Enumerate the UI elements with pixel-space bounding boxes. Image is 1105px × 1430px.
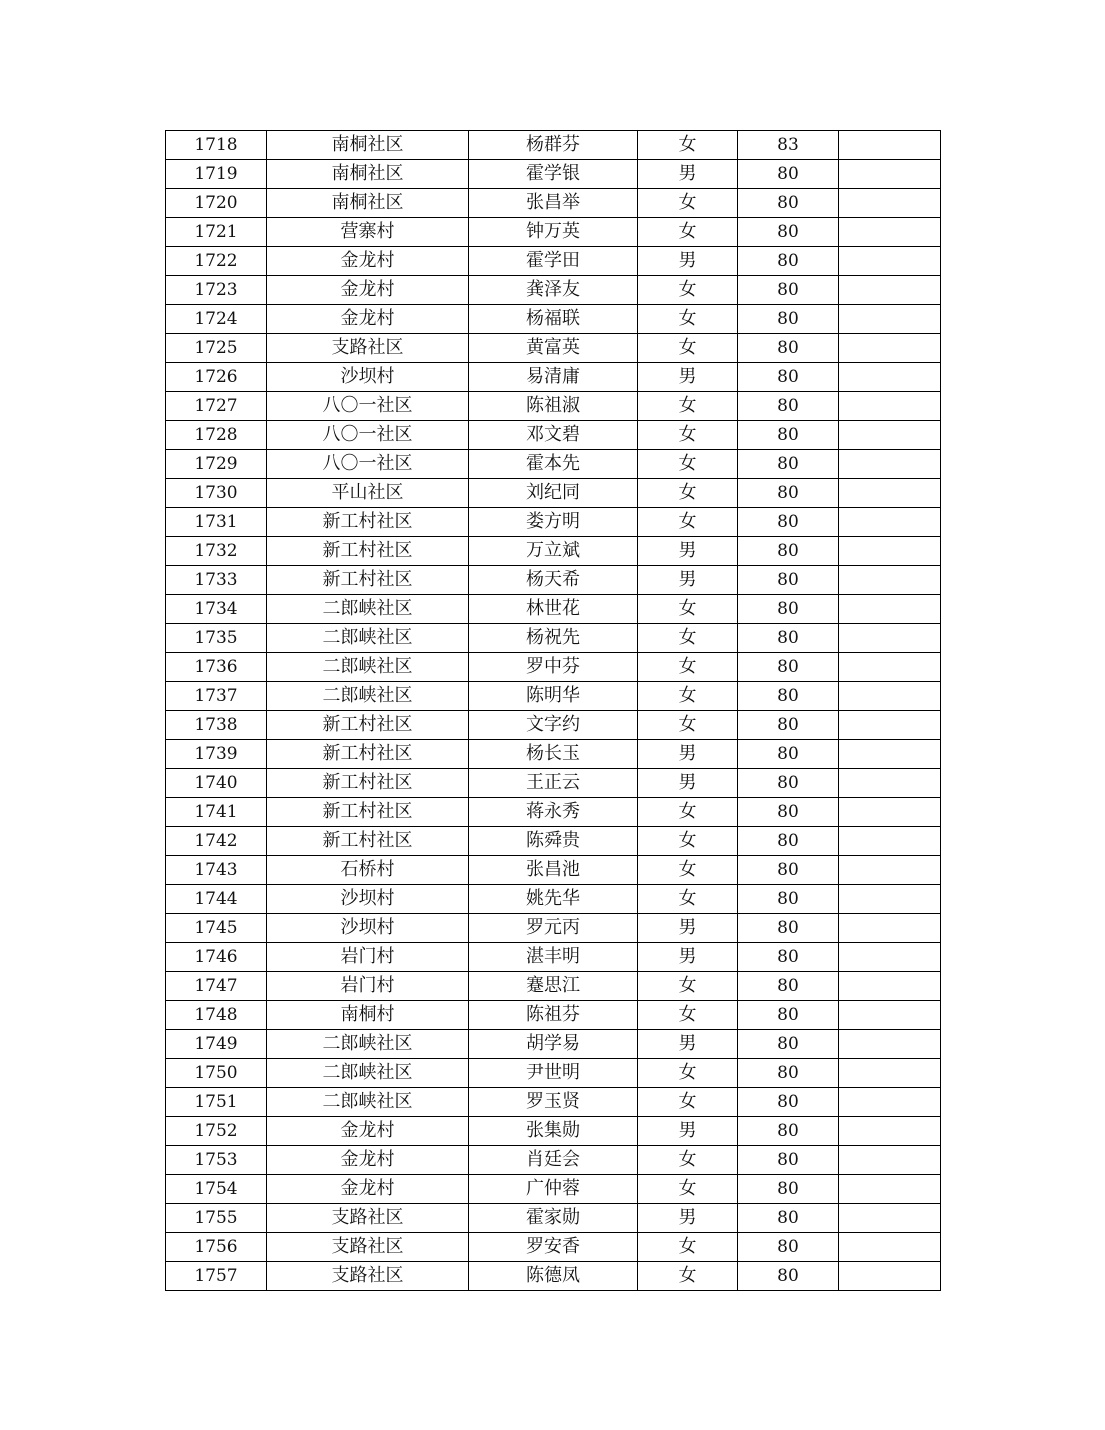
serial-number-cell: 1721 xyxy=(166,218,267,247)
age-cell: 80 xyxy=(738,537,839,566)
community-cell: 沙坝村 xyxy=(267,363,469,392)
remark-cell xyxy=(839,856,941,885)
serial-number-cell: 1728 xyxy=(166,421,267,450)
age-cell: 80 xyxy=(738,682,839,711)
gender-cell: 女 xyxy=(638,682,738,711)
community-cell: 八〇一社区 xyxy=(267,421,469,450)
name-cell: 张集勋 xyxy=(469,1117,638,1146)
remark-cell xyxy=(839,1117,941,1146)
serial-number-cell: 1745 xyxy=(166,914,267,943)
age-cell: 80 xyxy=(738,1204,839,1233)
remark-cell xyxy=(839,972,941,1001)
gender-cell: 女 xyxy=(638,131,738,160)
remark-cell xyxy=(839,479,941,508)
table-row xyxy=(166,421,941,450)
community-cell: 支路社区 xyxy=(267,334,469,363)
serial-number-cell: 1722 xyxy=(166,247,267,276)
serial-number-cell: 1734 xyxy=(166,595,267,624)
name-cell: 尹世明 xyxy=(469,1059,638,1088)
age-cell: 80 xyxy=(738,624,839,653)
table-row xyxy=(166,827,941,856)
serial-number-cell: 1750 xyxy=(166,1059,267,1088)
serial-number-cell: 1757 xyxy=(166,1262,267,1291)
name-cell: 霍学银 xyxy=(469,160,638,189)
community-cell: 新工村社区 xyxy=(267,711,469,740)
table-row xyxy=(166,798,941,827)
community-cell: 新工村社区 xyxy=(267,566,469,595)
serial-number-cell: 1726 xyxy=(166,363,267,392)
name-cell: 龚泽友 xyxy=(469,276,638,305)
gender-cell: 男 xyxy=(638,247,738,276)
gender-cell: 女 xyxy=(638,856,738,885)
community-cell: 平山社区 xyxy=(267,479,469,508)
name-cell: 杨福联 xyxy=(469,305,638,334)
gender-cell: 男 xyxy=(638,566,738,595)
gender-cell: 女 xyxy=(638,972,738,1001)
community-cell: 二郎峡社区 xyxy=(267,595,469,624)
gender-cell: 女 xyxy=(638,595,738,624)
remark-cell xyxy=(839,1233,941,1262)
remark-cell xyxy=(839,1059,941,1088)
remark-cell xyxy=(839,450,941,479)
gender-cell: 女 xyxy=(638,827,738,856)
gender-cell: 男 xyxy=(638,1030,738,1059)
age-cell: 80 xyxy=(738,595,839,624)
table-row xyxy=(166,972,941,1001)
gender-cell: 男 xyxy=(638,537,738,566)
community-cell: 二郎峡社区 xyxy=(267,1088,469,1117)
community-cell: 新工村社区 xyxy=(267,508,469,537)
serial-number-cell: 1730 xyxy=(166,479,267,508)
table-row xyxy=(166,1262,941,1291)
name-cell: 陈舜贵 xyxy=(469,827,638,856)
age-cell: 80 xyxy=(738,1262,839,1291)
name-cell: 陈祖淑 xyxy=(469,392,638,421)
name-cell: 王正云 xyxy=(469,769,638,798)
serial-number-cell: 1725 xyxy=(166,334,267,363)
community-cell: 南桐社区 xyxy=(267,131,469,160)
gender-cell: 女 xyxy=(638,276,738,305)
name-cell: 罗元丙 xyxy=(469,914,638,943)
table-row xyxy=(166,508,941,537)
table-row xyxy=(166,537,941,566)
community-cell: 支路社区 xyxy=(267,1233,469,1262)
table-row xyxy=(166,276,941,305)
community-cell: 二郎峡社区 xyxy=(267,1030,469,1059)
name-cell: 杨祝先 xyxy=(469,624,638,653)
table-row xyxy=(166,189,941,218)
gender-cell: 女 xyxy=(638,305,738,334)
serial-number-cell: 1744 xyxy=(166,885,267,914)
gender-cell: 女 xyxy=(638,885,738,914)
age-cell: 80 xyxy=(738,508,839,537)
gender-cell: 男 xyxy=(638,914,738,943)
gender-cell: 男 xyxy=(638,160,738,189)
gender-cell: 女 xyxy=(638,1059,738,1088)
table-row xyxy=(166,1233,941,1262)
remark-cell xyxy=(839,1030,941,1059)
table-row xyxy=(166,711,941,740)
name-cell: 文字约 xyxy=(469,711,638,740)
serial-number-cell: 1748 xyxy=(166,1001,267,1030)
gender-cell: 女 xyxy=(638,479,738,508)
community-cell: 金龙村 xyxy=(267,305,469,334)
remark-cell xyxy=(839,305,941,334)
name-cell: 肖廷会 xyxy=(469,1146,638,1175)
serial-number-cell: 1732 xyxy=(166,537,267,566)
remark-cell xyxy=(839,1262,941,1291)
gender-cell: 男 xyxy=(638,363,738,392)
name-cell: 罗安香 xyxy=(469,1233,638,1262)
community-cell: 支路社区 xyxy=(267,1204,469,1233)
community-cell: 南桐社区 xyxy=(267,189,469,218)
name-cell: 林世花 xyxy=(469,595,638,624)
serial-number-cell: 1731 xyxy=(166,508,267,537)
gender-cell: 女 xyxy=(638,798,738,827)
community-cell: 金龙村 xyxy=(267,1146,469,1175)
age-cell: 80 xyxy=(738,1030,839,1059)
serial-number-cell: 1741 xyxy=(166,798,267,827)
gender-cell: 男 xyxy=(638,1204,738,1233)
gender-cell: 男 xyxy=(638,1117,738,1146)
gender-cell: 女 xyxy=(638,1233,738,1262)
name-cell: 杨群芬 xyxy=(469,131,638,160)
name-cell: 张昌池 xyxy=(469,856,638,885)
name-cell: 易清庸 xyxy=(469,363,638,392)
age-cell: 80 xyxy=(738,1175,839,1204)
age-cell: 80 xyxy=(738,450,839,479)
remark-cell xyxy=(839,1146,941,1175)
community-cell: 沙坝村 xyxy=(267,885,469,914)
table-row xyxy=(166,914,941,943)
table-row xyxy=(166,334,941,363)
community-cell: 南桐村 xyxy=(267,1001,469,1030)
name-cell: 杨长玉 xyxy=(469,740,638,769)
name-cell: 钟万英 xyxy=(469,218,638,247)
name-cell: 张昌举 xyxy=(469,189,638,218)
age-cell: 80 xyxy=(738,160,839,189)
age-cell: 80 xyxy=(738,479,839,508)
name-cell: 霍学田 xyxy=(469,247,638,276)
roster-table xyxy=(165,130,941,1291)
remark-cell xyxy=(839,914,941,943)
age-cell: 80 xyxy=(738,711,839,740)
community-cell: 新工村社区 xyxy=(267,827,469,856)
gender-cell: 女 xyxy=(638,334,738,363)
serial-number-cell: 1742 xyxy=(166,827,267,856)
age-cell: 80 xyxy=(738,1088,839,1117)
age-cell: 80 xyxy=(738,421,839,450)
gender-cell: 女 xyxy=(638,450,738,479)
remark-cell xyxy=(839,189,941,218)
table-row xyxy=(166,653,941,682)
remark-cell xyxy=(839,218,941,247)
age-cell: 80 xyxy=(738,885,839,914)
serial-number-cell: 1739 xyxy=(166,740,267,769)
remark-cell xyxy=(839,508,941,537)
table-row xyxy=(166,769,941,798)
table-row xyxy=(166,160,941,189)
table-row xyxy=(166,1059,941,1088)
community-cell: 二郎峡社区 xyxy=(267,624,469,653)
remark-cell xyxy=(839,334,941,363)
name-cell: 罗玉贤 xyxy=(469,1088,638,1117)
age-cell: 80 xyxy=(738,305,839,334)
serial-number-cell: 1751 xyxy=(166,1088,267,1117)
community-cell: 二郎峡社区 xyxy=(267,653,469,682)
serial-number-cell: 1754 xyxy=(166,1175,267,1204)
gender-cell: 女 xyxy=(638,653,738,682)
community-cell: 金龙村 xyxy=(267,247,469,276)
serial-number-cell: 1737 xyxy=(166,682,267,711)
age-cell: 80 xyxy=(738,1059,839,1088)
age-cell: 80 xyxy=(738,363,839,392)
table-row xyxy=(166,1001,941,1030)
table-row xyxy=(166,131,941,160)
age-cell: 80 xyxy=(738,740,839,769)
table-row xyxy=(166,305,941,334)
serial-number-cell: 1720 xyxy=(166,189,267,218)
table-row xyxy=(166,1204,941,1233)
serial-number-cell: 1718 xyxy=(166,131,267,160)
gender-cell: 女 xyxy=(638,189,738,218)
serial-number-cell: 1756 xyxy=(166,1233,267,1262)
community-cell: 金龙村 xyxy=(267,1117,469,1146)
remark-cell xyxy=(839,624,941,653)
name-cell: 姚先华 xyxy=(469,885,638,914)
remark-cell xyxy=(839,537,941,566)
serial-number-cell: 1724 xyxy=(166,305,267,334)
name-cell: 蒋永秀 xyxy=(469,798,638,827)
community-cell: 南桐社区 xyxy=(267,160,469,189)
table-row xyxy=(166,624,941,653)
remark-cell xyxy=(839,160,941,189)
roster-table-body xyxy=(166,131,941,1291)
name-cell: 陈德凤 xyxy=(469,1262,638,1291)
gender-cell: 男 xyxy=(638,769,738,798)
table-row xyxy=(166,450,941,479)
gender-cell: 女 xyxy=(638,1088,738,1117)
remark-cell xyxy=(839,682,941,711)
gender-cell: 女 xyxy=(638,1146,738,1175)
table-row xyxy=(166,1088,941,1117)
serial-number-cell: 1746 xyxy=(166,943,267,972)
name-cell: 刘纪同 xyxy=(469,479,638,508)
name-cell: 黄富英 xyxy=(469,334,638,363)
table-row xyxy=(166,479,941,508)
remark-cell xyxy=(839,566,941,595)
table-row xyxy=(166,247,941,276)
age-cell: 80 xyxy=(738,1233,839,1262)
gender-cell: 女 xyxy=(638,421,738,450)
community-cell: 新工村社区 xyxy=(267,537,469,566)
community-cell: 新工村社区 xyxy=(267,769,469,798)
name-cell: 邓文碧 xyxy=(469,421,638,450)
table-row xyxy=(166,392,941,421)
age-cell: 80 xyxy=(738,856,839,885)
community-cell: 金龙村 xyxy=(267,1175,469,1204)
serial-number-cell: 1740 xyxy=(166,769,267,798)
table-row xyxy=(166,856,941,885)
age-cell: 80 xyxy=(738,276,839,305)
gender-cell: 女 xyxy=(638,624,738,653)
remark-cell xyxy=(839,131,941,160)
gender-cell: 男 xyxy=(638,740,738,769)
remark-cell xyxy=(839,1204,941,1233)
age-cell: 80 xyxy=(738,943,839,972)
gender-cell: 女 xyxy=(638,1001,738,1030)
table-row xyxy=(166,363,941,392)
remark-cell xyxy=(839,392,941,421)
age-cell: 80 xyxy=(738,218,839,247)
serial-number-cell: 1729 xyxy=(166,450,267,479)
name-cell: 蹇思江 xyxy=(469,972,638,1001)
name-cell: 胡学易 xyxy=(469,1030,638,1059)
table-row xyxy=(166,885,941,914)
community-cell: 岩门村 xyxy=(267,943,469,972)
name-cell: 霍家勋 xyxy=(469,1204,638,1233)
serial-number-cell: 1719 xyxy=(166,160,267,189)
name-cell: 万立斌 xyxy=(469,537,638,566)
remark-cell xyxy=(839,740,941,769)
age-cell: 80 xyxy=(738,566,839,595)
remark-cell xyxy=(839,421,941,450)
table-row xyxy=(166,682,941,711)
gender-cell: 女 xyxy=(638,711,738,740)
name-cell: 湛丰明 xyxy=(469,943,638,972)
age-cell: 80 xyxy=(738,189,839,218)
remark-cell xyxy=(839,943,941,972)
remark-cell xyxy=(839,1175,941,1204)
serial-number-cell: 1723 xyxy=(166,276,267,305)
remark-cell xyxy=(839,711,941,740)
name-cell: 广仲蓉 xyxy=(469,1175,638,1204)
community-cell: 金龙村 xyxy=(267,276,469,305)
community-cell: 八〇一社区 xyxy=(267,450,469,479)
gender-cell: 女 xyxy=(638,392,738,421)
community-cell: 沙坝村 xyxy=(267,914,469,943)
gender-cell: 女 xyxy=(638,1262,738,1291)
age-cell: 80 xyxy=(738,1001,839,1030)
age-cell: 80 xyxy=(738,334,839,363)
remark-cell xyxy=(839,769,941,798)
age-cell: 80 xyxy=(738,972,839,1001)
name-cell: 娄方明 xyxy=(469,508,638,537)
remark-cell xyxy=(839,595,941,624)
table-row xyxy=(166,1117,941,1146)
table-row xyxy=(166,595,941,624)
community-cell: 二郎峡社区 xyxy=(267,1059,469,1088)
age-cell: 80 xyxy=(738,392,839,421)
serial-number-cell: 1736 xyxy=(166,653,267,682)
community-cell: 八〇一社区 xyxy=(267,392,469,421)
name-cell: 罗中芬 xyxy=(469,653,638,682)
table-row xyxy=(166,1175,941,1204)
serial-number-cell: 1755 xyxy=(166,1204,267,1233)
serial-number-cell: 1727 xyxy=(166,392,267,421)
community-cell: 营寨村 xyxy=(267,218,469,247)
name-cell: 霍本先 xyxy=(469,450,638,479)
community-cell: 岩门村 xyxy=(267,972,469,1001)
serial-number-cell: 1738 xyxy=(166,711,267,740)
age-cell: 80 xyxy=(738,827,839,856)
age-cell: 80 xyxy=(738,1117,839,1146)
serial-number-cell: 1749 xyxy=(166,1030,267,1059)
remark-cell xyxy=(839,276,941,305)
age-cell: 80 xyxy=(738,769,839,798)
remark-cell xyxy=(839,798,941,827)
serial-number-cell: 1747 xyxy=(166,972,267,1001)
name-cell: 杨天希 xyxy=(469,566,638,595)
table-row xyxy=(166,566,941,595)
name-cell: 陈明华 xyxy=(469,682,638,711)
serial-number-cell: 1733 xyxy=(166,566,267,595)
serial-number-cell: 1753 xyxy=(166,1146,267,1175)
gender-cell: 男 xyxy=(638,943,738,972)
table-row xyxy=(166,218,941,247)
remark-cell xyxy=(839,653,941,682)
serial-number-cell: 1743 xyxy=(166,856,267,885)
age-cell: 80 xyxy=(738,1146,839,1175)
remark-cell xyxy=(839,827,941,856)
remark-cell xyxy=(839,1088,941,1117)
gender-cell: 女 xyxy=(638,508,738,537)
gender-cell: 女 xyxy=(638,218,738,247)
table-row xyxy=(166,1030,941,1059)
remark-cell xyxy=(839,247,941,276)
name-cell: 陈祖芬 xyxy=(469,1001,638,1030)
remark-cell xyxy=(839,885,941,914)
table-row xyxy=(166,1146,941,1175)
serial-number-cell: 1735 xyxy=(166,624,267,653)
age-cell: 80 xyxy=(738,914,839,943)
community-cell: 石桥村 xyxy=(267,856,469,885)
age-cell: 80 xyxy=(738,653,839,682)
community-cell: 新工村社区 xyxy=(267,798,469,827)
table-row xyxy=(166,943,941,972)
serial-number-cell: 1752 xyxy=(166,1117,267,1146)
age-cell: 80 xyxy=(738,798,839,827)
table-row xyxy=(166,740,941,769)
age-cell: 80 xyxy=(738,247,839,276)
gender-cell: 女 xyxy=(638,1175,738,1204)
community-cell: 支路社区 xyxy=(267,1262,469,1291)
remark-cell xyxy=(839,1001,941,1030)
community-cell: 二郎峡社区 xyxy=(267,682,469,711)
community-cell: 新工村社区 xyxy=(267,740,469,769)
age-cell: 83 xyxy=(738,131,839,160)
remark-cell xyxy=(839,363,941,392)
